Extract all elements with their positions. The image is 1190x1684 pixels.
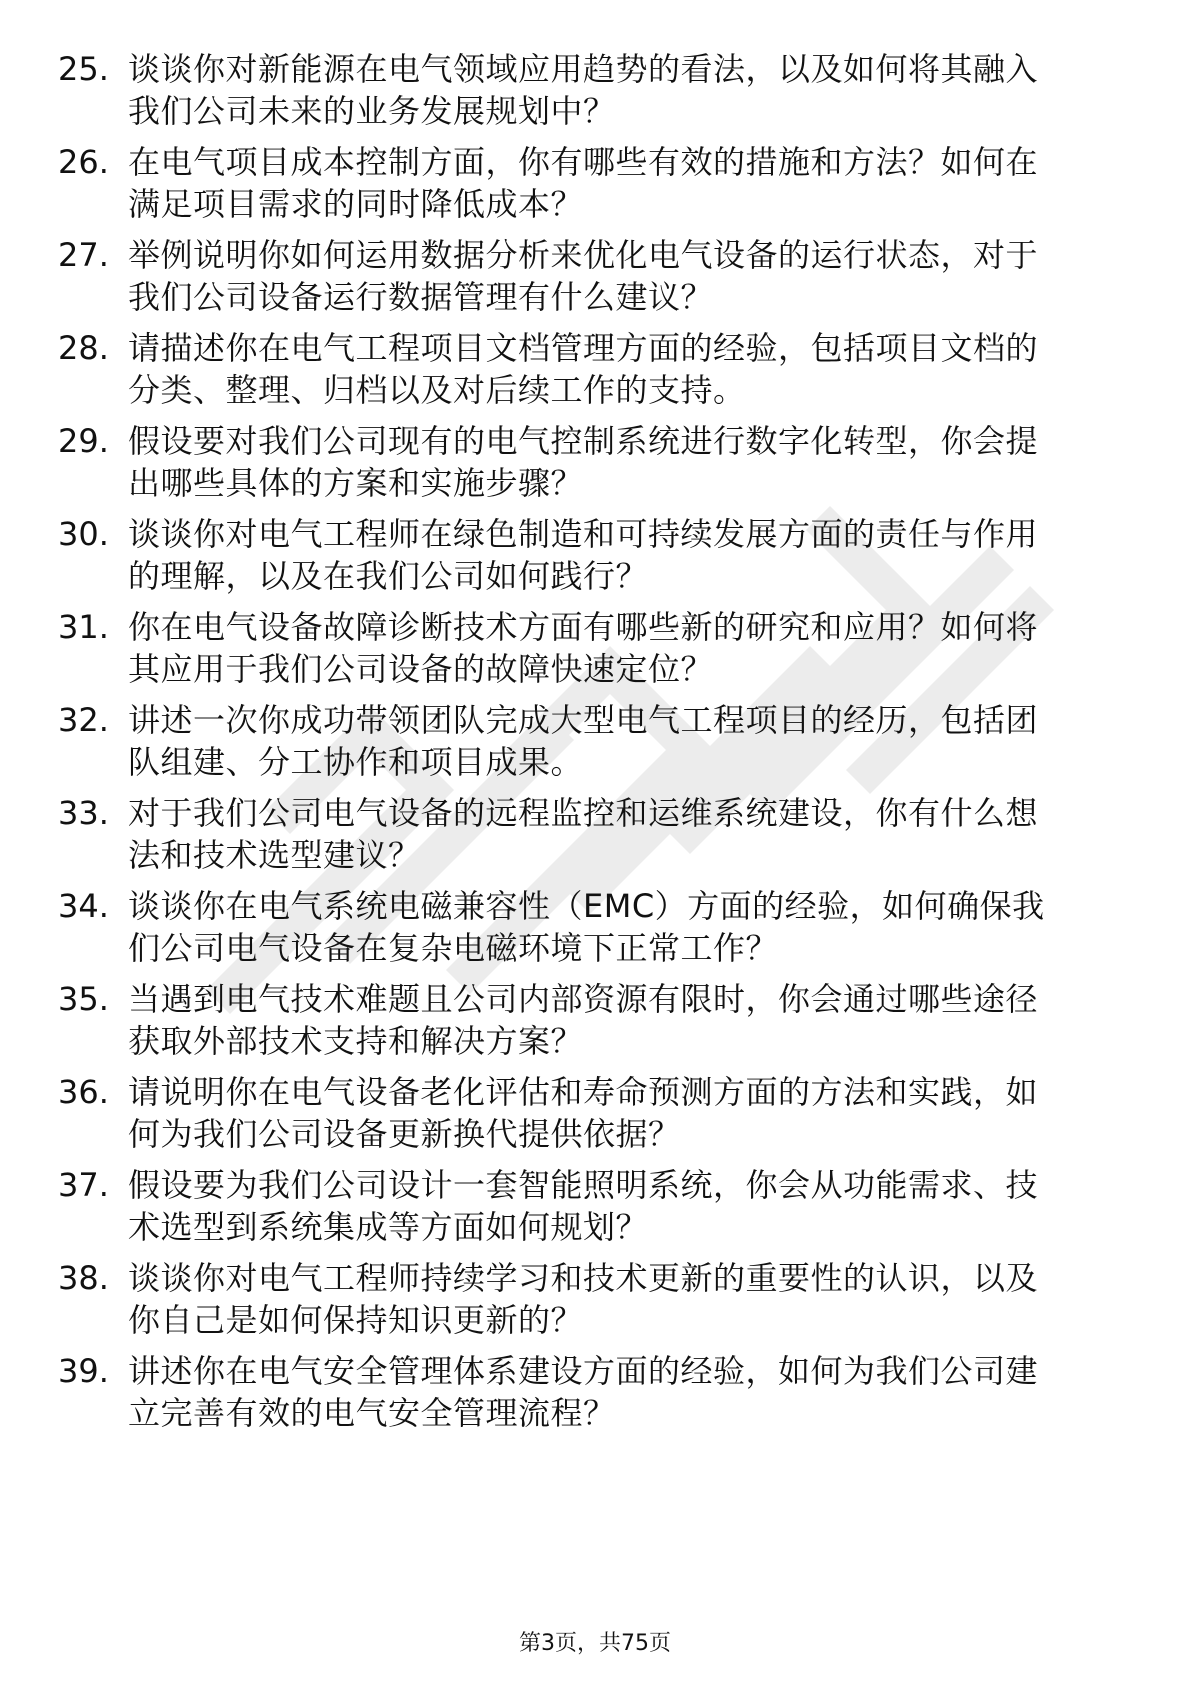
question-number: 32. — [58, 701, 109, 739]
question-text: 假设要为我们公司设计一套智能照明系统，你会从功能需求、技 术选型到系统集成等方面如何规划？ — [128, 1166, 1039, 1246]
question-item — [58, 885, 1118, 978]
question-item — [58, 420, 1118, 513]
question-number: 34. — [58, 887, 109, 925]
question-number: 28. — [58, 329, 109, 367]
question-number: 37. — [58, 1166, 109, 1204]
question-text: 谈谈你对电气工程师在绿色制造和可持续发展方面的责任与作用 的理解，以及在我们公司如何践行？ — [128, 515, 1039, 595]
question-text: 你在电气设备故障诊断技术方面有哪些新的研究和应用？如何将 其应用于我们公司设备的故障快速定位？ — [128, 608, 1039, 688]
question-text: 对于我们公司电气设备的远程监控和运维系统建设，你有什么想 法和技术选型建议？ — [128, 794, 1039, 874]
question-number: 39. — [58, 1352, 109, 1390]
question-item — [58, 234, 1118, 327]
question-number: 36. — [58, 1073, 109, 1111]
question-item — [58, 1257, 1118, 1350]
question-text: 请描述你在电气工程项目文档管理方面的经验，包括项目文档的 分类、整理、归档以及对后续工作的支持。 — [128, 329, 1039, 409]
question-item — [58, 48, 1118, 141]
question-text: 谈谈你对电气工程师持续学习和技术更新的重要性的认识，以及 你自己是如何保持知识更新的？ — [128, 1259, 1039, 1339]
question-item — [58, 699, 1118, 792]
question-item — [58, 606, 1118, 699]
question-number: 30. — [58, 515, 109, 553]
question-item — [58, 327, 1118, 420]
question-text: 讲述一次你成功带领团队完成大型电气工程项目的经历，包括团 队组建、分工协作和项目成果。 — [128, 701, 1039, 781]
question-text: 谈谈你对新能源在电气领域应用趋势的看法，以及如何将其融入 我们公司未来的业务发展规划中？ — [128, 50, 1039, 130]
question-text: 请说明你在电气设备老化评估和寿命预测方面的方法和实践，如 何为我们公司设备更新换代提供依据？ — [128, 1073, 1039, 1153]
question-number: 25. — [58, 50, 109, 88]
question-text: 讲述你在电气安全管理体系建设方面的经验，如何为我们公司建 立完善有效的电气安全管理流程？ — [128, 1352, 1039, 1432]
question-number: 26. — [58, 143, 109, 181]
question-text: 在电气项目成本控制方面，你有哪些有效的措施和方法？如何在 满足项目需求的同时降低成本？ — [128, 143, 1039, 223]
question-number: 27. — [58, 236, 109, 274]
question-item — [58, 1071, 1118, 1164]
question-text: 假设要对我们公司现有的电气控制系统进行数字化转型，你会提 出哪些具体的方案和实施步骤？ — [128, 422, 1039, 502]
question-item — [58, 1164, 1118, 1257]
question-number: 29. — [58, 422, 109, 460]
question-list — [58, 48, 1118, 1443]
question-number: 35. — [58, 980, 109, 1018]
question-item — [58, 978, 1118, 1071]
question-text: 当遇到电气技术难题且公司内部资源有限时，你会通过哪些途径 获取外部技术支持和解决方案？ — [128, 980, 1039, 1060]
question-number: 33. — [58, 794, 109, 832]
page-number-footer: 第3页，共75页 — [519, 1631, 671, 1656]
question-item — [58, 792, 1118, 885]
question-item — [58, 141, 1118, 234]
question-text: 谈谈你在电气系统电磁兼容性（EMC）方面的经验，如何确保我 们公司电气设备在复杂电磁环境下正常工作？ — [128, 887, 1045, 967]
question-number: 38. — [58, 1259, 109, 1297]
question-text: 举例说明你如何运用数据分析来优化电气设备的运行状态，对于 我们公司设备运行数据管理有什么建议？ — [128, 236, 1039, 316]
question-item — [58, 513, 1118, 606]
question-item — [58, 1350, 1118, 1443]
question-number: 31. — [58, 608, 109, 646]
